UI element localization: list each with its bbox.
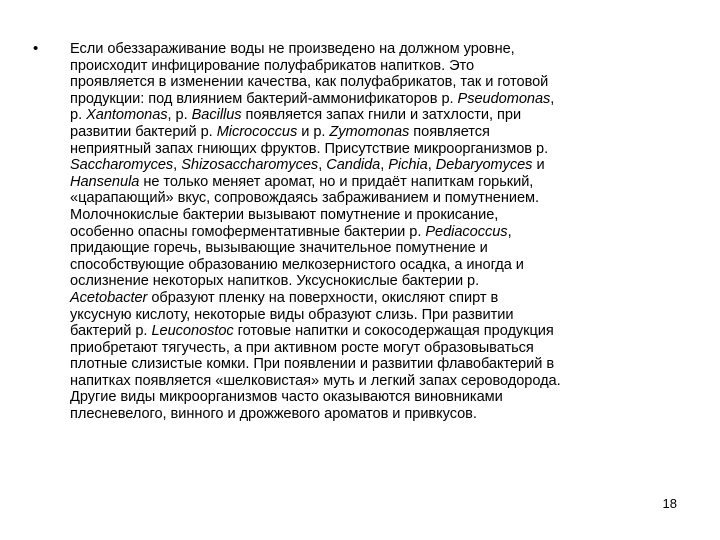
- text-segment: появляется запах гнили и затхлости, при: [241, 107, 522, 124]
- text-segment: «царапающий» вкус, сопровождаясь забраживанием и помутнением.: [70, 190, 539, 207]
- text-line: [70, 74, 710, 91]
- text-segment: , р.: [167, 107, 192, 124]
- text-line: [70, 58, 710, 75]
- text-segment: и: [532, 157, 545, 174]
- text-segment: уксусную кислоту, некоторые виды образуют слизь. При развитии: [70, 306, 514, 323]
- text-line: [70, 141, 710, 158]
- genus-name: Shizosaccharomyces: [181, 157, 319, 174]
- text-line: [70, 224, 710, 241]
- genus-name: Hansenula: [70, 173, 140, 190]
- genus-name: Pichia: [388, 157, 428, 174]
- genus-name: Zymomonas: [329, 123, 410, 140]
- text-line: [70, 290, 710, 307]
- text-line: [70, 273, 710, 290]
- text-line: [70, 356, 710, 373]
- text-segment: приобретают тягучесть, а при активном росте могут образовываться: [70, 339, 534, 356]
- text-segment: особенно опасны гомоферментативные бактерии р.: [70, 223, 426, 240]
- text-segment: бактерий р.: [70, 323, 152, 340]
- text-line: [70, 91, 710, 108]
- genus-name: Xantomonas: [86, 107, 168, 124]
- text-segment: р.: [70, 107, 87, 124]
- text-segment: и р.: [297, 123, 330, 140]
- text-line: [70, 207, 710, 224]
- text-segment: способствующие образованию мелкозернистого осадка, а иногда и: [70, 256, 524, 273]
- text-line: [70, 41, 710, 58]
- text-segment: ,: [427, 157, 436, 174]
- text-segment: образуют пленку на поверхности, окисляют спирт в: [147, 289, 499, 306]
- genus-name: Acetobacter: [70, 289, 148, 306]
- text-segment: появляется: [409, 123, 490, 140]
- text-segment: Молочнокислые бактерии вызывают помутнение и прокисание,: [70, 206, 499, 223]
- text-segment: ослизнение некоторых напитков. Уксуснокислые бактерии р.: [70, 273, 480, 290]
- body-paragraph: [70, 41, 710, 423]
- genus-name: Saccharomyces: [70, 157, 174, 174]
- text-line: [70, 257, 710, 274]
- text-segment: готовые напитки и сокосодержащая продукция: [233, 323, 554, 340]
- text-line: [70, 157, 710, 174]
- text-line: [70, 190, 710, 207]
- text-line: [70, 240, 710, 257]
- text-segment: ,: [550, 90, 555, 107]
- genus-name: Pediacoccus: [425, 223, 508, 240]
- text-line: [70, 340, 710, 357]
- genus-name: Candida: [326, 157, 381, 174]
- text-line: [70, 124, 710, 141]
- genus-name: Leuconostoc: [151, 323, 234, 340]
- genus-name: Debaryomyces: [435, 157, 533, 174]
- genus-name: Micrococcus: [216, 123, 298, 140]
- genus-name: Bacillus: [191, 107, 242, 124]
- genus-name: Pseudomonas: [457, 90, 551, 107]
- text-segment: плотные слизистые комки. При появлении и развитии флавобактерий в: [70, 356, 555, 373]
- text-segment: ,: [173, 157, 182, 174]
- text-segment: напитках появляется «шелковистая» муть и легкий запах сероводорода.: [70, 372, 561, 389]
- text-segment: придающие горечь, вызывающие значительное помутнение и: [70, 240, 488, 257]
- text-segment: Другие виды микроорганизмов часто оказываются виновниками: [70, 389, 503, 406]
- text-line: [70, 406, 710, 423]
- text-segment: ,: [318, 157, 327, 174]
- text-segment: неприятный запах гниющих фруктов. Присутствие микроорганизмов р.: [70, 140, 549, 157]
- text-line: [70, 107, 710, 124]
- text-segment: не только меняет аромат, но и придаёт напиткам горький,: [139, 173, 534, 190]
- text-segment: Если обеззараживание воды не произведено на должном уровне,: [70, 41, 515, 57]
- page-number: 18: [662, 496, 677, 511]
- text-segment: проявляется в изменении качества, как полуфабрикатов, так и готовой: [70, 74, 549, 91]
- bullet-marker: •: [33, 40, 39, 57]
- text-segment: плесневелого, винного и дрожжевого ароматов и привкусов.: [70, 406, 477, 423]
- text-line: [70, 307, 710, 324]
- text-line: [70, 389, 710, 406]
- text-segment: ,: [507, 223, 512, 240]
- text-segment: ,: [380, 157, 389, 174]
- text-line: [70, 323, 710, 340]
- text-line: [70, 174, 710, 191]
- text-segment: развитии бактерий р.: [70, 123, 217, 140]
- text-segment: продукции: под влиянием бактерий-аммонификаторов р.: [70, 90, 458, 107]
- text-line: [70, 373, 710, 390]
- text-segment: происходит инфицирование полуфабрикатов напитков. Это: [70, 57, 475, 74]
